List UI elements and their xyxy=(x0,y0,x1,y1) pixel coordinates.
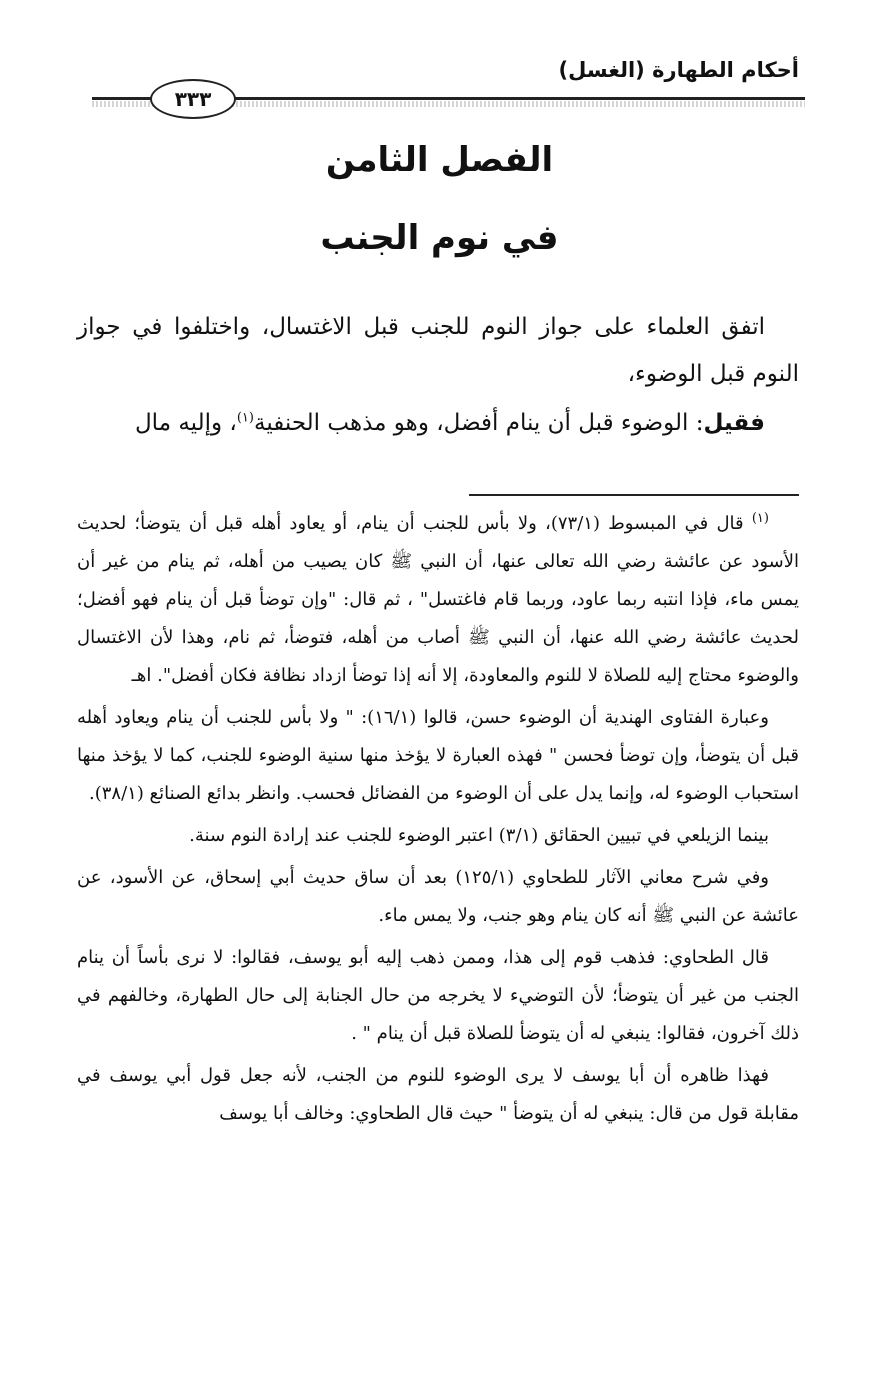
footnote-1 xyxy=(77,505,799,695)
paragraph-2 xyxy=(77,400,799,447)
footnote-1-text: قال في المبسوط (٧٣/١)، ولا بأس للجنب أن ينام، أو يعاود أهله قبل أن يتوضأ؛ لحديث الأسود عن عائشة رضي الله تعالى عنها، أن النبي ﷺ كان يصيب من أهله، ثم ينام من غير أن يمس ماء، فإذا انتبه ربما عاود، وربما قام فاغتسل" ، ثم قال: "وإن توضأ قبل أن ينام فهو أفضل؛ لحديث عائشة رضي الله عنها، أن النبي ﷺ أصاب من أهله، فتوضأ، ثم نام، وهذا لأن الاغتسال والوضوء محتاج إليه للصلاة لا للنوم والمعاودة، إلا أنه إذا توضأ ازداد نظافة فكان أفضل". اهـ xyxy=(77,513,799,686)
footnote-separator xyxy=(469,494,799,496)
paragraph-2-text: : الوضوء قبل أن ينام أفضل، وهو مذهب الحنفية xyxy=(253,410,704,436)
chapter-subject: في نوم الجنب xyxy=(320,218,559,258)
page-number: ٣٣٣ xyxy=(174,87,212,111)
running-header-title: أحكام الطهارة (الغسل) xyxy=(558,58,799,82)
page-number-badge xyxy=(150,79,236,119)
footnote-reference[interactable]: (١) xyxy=(236,410,254,426)
footnote-paragraph-2: وعبارة الفتاوى الهندية أن الوضوء حسن، قالوا (١٦/١): " ولا بأس للجنب أن ينام ويعاود أهله قبل أن يتوضأ، وإن توضأ فحسن " فهذه العبارة لا يؤخذ منها سنية الوضوء للجنب، كما لا يؤخذ منها استحباب الوضوء له، وإنما يدل على أن الوضوء من الفضائل فحسب. وانظر بدائع الصنائع (٣٨/١). xyxy=(77,707,799,804)
footnote-1-marker: (١) xyxy=(751,511,769,526)
footnote-paragraph-6: فهذا ظاهره أن أبا يوسف لا يرى الوضوء للنوم من الجنب، لأنه جعل قول أبي يوسف في مقابلة قول من قال: ينبغي له أن يتوضأ " حيث قال الطحاوي: وخالف أبا يوسف xyxy=(77,1065,799,1124)
main-text xyxy=(77,304,799,449)
paragraph-2-tail: ، وإليه مال xyxy=(134,410,237,436)
footnote-paragraph-5: قال الطحاوي: فذهب قوم إلى هذا، وممن ذهب إليه أبو يوسف، فقالوا: لا نرى بأساً أن ينام الجنب من غير أن يتوضأ؛ لأن التوضيء لا يخرجه من حال الجنابة إلى حال الطهارة، وخالفهم في ذلك آخرون، فقالوا: ينبغي له أن يتوضأ للصلاة قبل أن ينام " . xyxy=(77,947,799,1044)
chapter-title: الفصل الثامن xyxy=(325,140,554,180)
footnote-paragraph-4: وفي شرح معاني الآثار للطحاوي (١٢٥/١) بعد أن ساق حديث أبي إسحاق، عن الأسود، عن عائشة عن النبي ﷺ أنه كان ينام وهو جنب، ولا يمس ماء. xyxy=(77,867,799,926)
footnotes xyxy=(77,505,799,1137)
footnote-paragraph-3: بينما الزيلعي في تبيين الحقائق (٣/١) اعتبر الوضوء للجنب عند إرادة النوم سنة. xyxy=(189,825,769,846)
paragraph-1: اتفق العلماء على جواز النوم للجنب قبل الاغتسال، واختلفوا في جواز النوم قبل الوضوء، xyxy=(77,314,799,387)
paragraph-lead-word: فقيل xyxy=(703,410,765,436)
